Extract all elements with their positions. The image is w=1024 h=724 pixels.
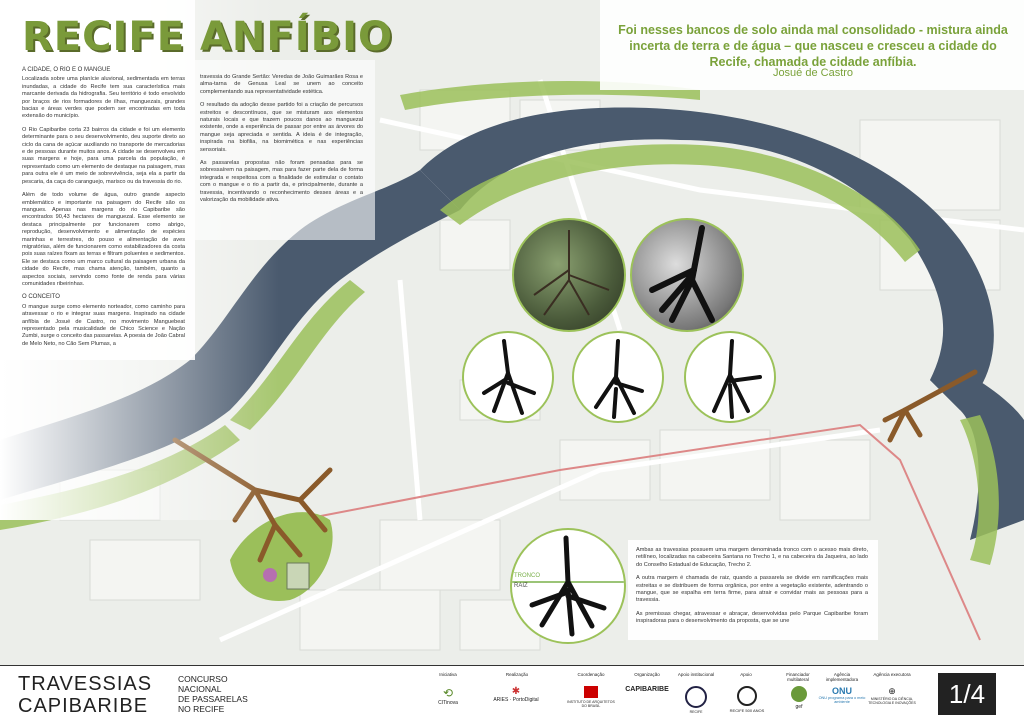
paragraph: As premissas chegar, atravessar e abraçar, desenvolvidas pelo Parque Capibaribe foram inspiradoras para o desenvolvimento da proposta, que se une <box>636 610 868 625</box>
quote-text: Foi nesses bancos de solo ainda mal consolidado - mistura ainda incerta de terra e de água – que nasceu e cresceu a cidade do Recife, chamada de cidade anfíbia. <box>618 23 1008 69</box>
paragraph: travessia do Grande Sertão: Veredas de João Guimarães Rosa e alma-tarna de Genusa Leal se unem ao conceito complementando sua representatividade estética. <box>200 74 363 95</box>
mangrove-photo <box>512 218 626 332</box>
quote-author: Josué de Castro <box>772 67 854 79</box>
mangrove-photo-highlighted <box>630 218 744 332</box>
tronco-raiz-graphic <box>512 530 624 642</box>
section-heading: A CIDADE, O RIO E O MANGUE <box>22 67 111 73</box>
onu-environment-logo: ONU ONU programa para o meio ambiente <box>818 686 866 704</box>
paragraph: Localizada sobre uma planície aluvional, sedimentada em terras inundadas, a cidade do Recife tem sua característica mais marcante derivada da hidrografia. Seu território é todo envolvido por braços de rios formadores de ilhas, manguezais, grandes bacias e áreas verdes que podem ser encontradas em toda extensão do município. <box>22 76 185 120</box>
section-heading: O CONCEITO <box>22 294 60 301</box>
capibaribe-logo: CAPIBARIBE <box>625 686 669 693</box>
sponsor-caption: Apoio institucional <box>677 672 715 677</box>
root-diagram-circle <box>684 331 776 423</box>
sponsor-caption: Apoio <box>740 672 752 677</box>
footer-bar <box>0 665 1024 724</box>
aries-portodigital-logo: ✱ ARIES · PortoDigital <box>493 686 539 703</box>
root-diagram-circle <box>462 331 554 423</box>
mangrove-roots-graphic <box>514 220 624 330</box>
paragraph: O Rio Capibaribe corta 23 bairros da cidade e foi um elemento determinante para o seu desenvolvimento, deu suporte direto ao ciclo da cana de açúcar auxiliando no transporte de mercadorias e de pessoas durante muitos anos. A cidade se desenvolveu em suas margens e hoje, para uma parcela da população, é representado como um elemento de destaque na paisagem, mas para outra ele é um meio de sobrevivência, seja ela a partir da pescaria, da caça do caranguejo, marisco ou da travessia do rio. <box>22 126 185 185</box>
root-shape-icon <box>464 333 552 421</box>
sponsor-caption: Organização <box>634 672 660 677</box>
paragraph: O resultado da adoção desse partido foi a criação de percursos estreitos e descontínuos, que se misturam aos elementos naturais locais e que trazem poucos danos ao manguezal existente, onde a experiência de passar por entre as árvores do mangue seja apreciada e sentida. A ideia é de integração, inspirada na biofilia, na biomimética e nas experiências sensoriais. <box>200 102 363 153</box>
sponsor-caption: Coordenação <box>577 672 605 677</box>
iab-logo: INSTITUTO DE ARQUITETOS DO BRASIL <box>566 686 616 708</box>
sponsor-caption: Iniciativa <box>439 672 457 677</box>
recife-seal-logo: RECIFE <box>678 686 714 714</box>
mcti-logo: ⊕ MINISTÉRIO DA CIÊNCIA, TECNOLOGIA E INOVAÇÕES <box>868 686 916 705</box>
sponsor-caption: Financiador multilateral <box>786 672 810 682</box>
gef-logo: gef <box>782 686 816 710</box>
citinova-logo: ⟲ CITinova <box>438 686 458 706</box>
paragraph: Além de todo volume de água, outro grande aspecto emblemático e importante na paisagem do Recife são os mangues. Apenas nas margens do rio Capibaribe são encontrados 90,43 hectares de manguezal. Esse elemento se destaca principalmente por funcionarem como abrigo, reprodução, desenvolvimento e alimentação de espécies marinhas e terrestres, do pouso e alimentação de aves migratórias, além de funcionarem como estabilizadores da costa pois suas raízes fixam as terras e filtram poluentes e sedimentos. Ele se destaca como um marco cultural da paisagem urbana da cidade do Recife, mas chama atenção, também, quanto a aspectos sociais, servindo como fonte de renda para várias comunidades ribeirinhas. <box>22 192 185 287</box>
mangrove-roots-graphic <box>632 220 742 330</box>
competition-title: TRAVESSIAS CAPIBARIBE <box>18 673 153 717</box>
paragraph: A outra margem é chamada de raiz, quando a passarela se divide em ramificações mais estreitas e se distribuem de forma orgânica, por entre a vegetação existente, adentrando o mangue, que se espalha em terra firme, para atrair e convidar mais as pessoas para a travessia. <box>636 575 868 604</box>
competition-subtitle: CONCURSO NACIONAL DE PASSARELAS NO RECIFE <box>178 674 248 714</box>
page-number: 1/4 <box>938 673 996 715</box>
raiz-label: RAIZ <box>514 583 528 589</box>
paragraph: Ambas as travessias possuem uma margem denominada tronco com o acesso mais direto, retilíneo, localizadas na cabeceira Santana no Trecho 1, e na cabeceira da Jaqueira, ao lado do Conselho Estadual de Educação, Trecho 2. <box>636 547 868 568</box>
root-shape-icon <box>574 333 662 421</box>
text-column-3 <box>636 547 868 632</box>
paragraph: O mangue surge como elemento norteador, como caminho para atravessar o rio e integrar suas margens. Inspirado na cidade anfíbia de Josué de Castro, no movimento Manguebeat representado pela musicalidade de Chico Science e Nação Zumbi, surge o conceito das passarelas. A poesia de João Cabral de Melo Neto, no Cão Sem Plumas, a <box>22 303 185 347</box>
text-column-1 <box>22 67 185 354</box>
root-diagram-circle <box>572 331 664 423</box>
sponsor-caption: Realização <box>505 672 529 677</box>
paragraph: As passarelas propostas não foram pensadas para se sobressaírem na paisagem, mas para fazer parte dela de forma integrada e respeitosa com a finalidade de estimular o contato com o mangue e o rio a partir da, e principalmente, durante a travessia, incentivando o reconhecimento desses áreas e a valorização da mobilidade ativa. <box>200 160 363 204</box>
page-title: RECIFE ANFÍBIO <box>22 14 393 60</box>
root-shape-icon <box>686 333 774 421</box>
sponsor-caption: Agência implementadora <box>825 672 859 682</box>
sponsor-caption: Agência executora <box>873 672 911 677</box>
tronco-label: TRONCO <box>514 573 540 579</box>
recife-500-logo: RECIFE 500 ANOS <box>718 686 776 713</box>
text-column-2 <box>200 74 363 211</box>
